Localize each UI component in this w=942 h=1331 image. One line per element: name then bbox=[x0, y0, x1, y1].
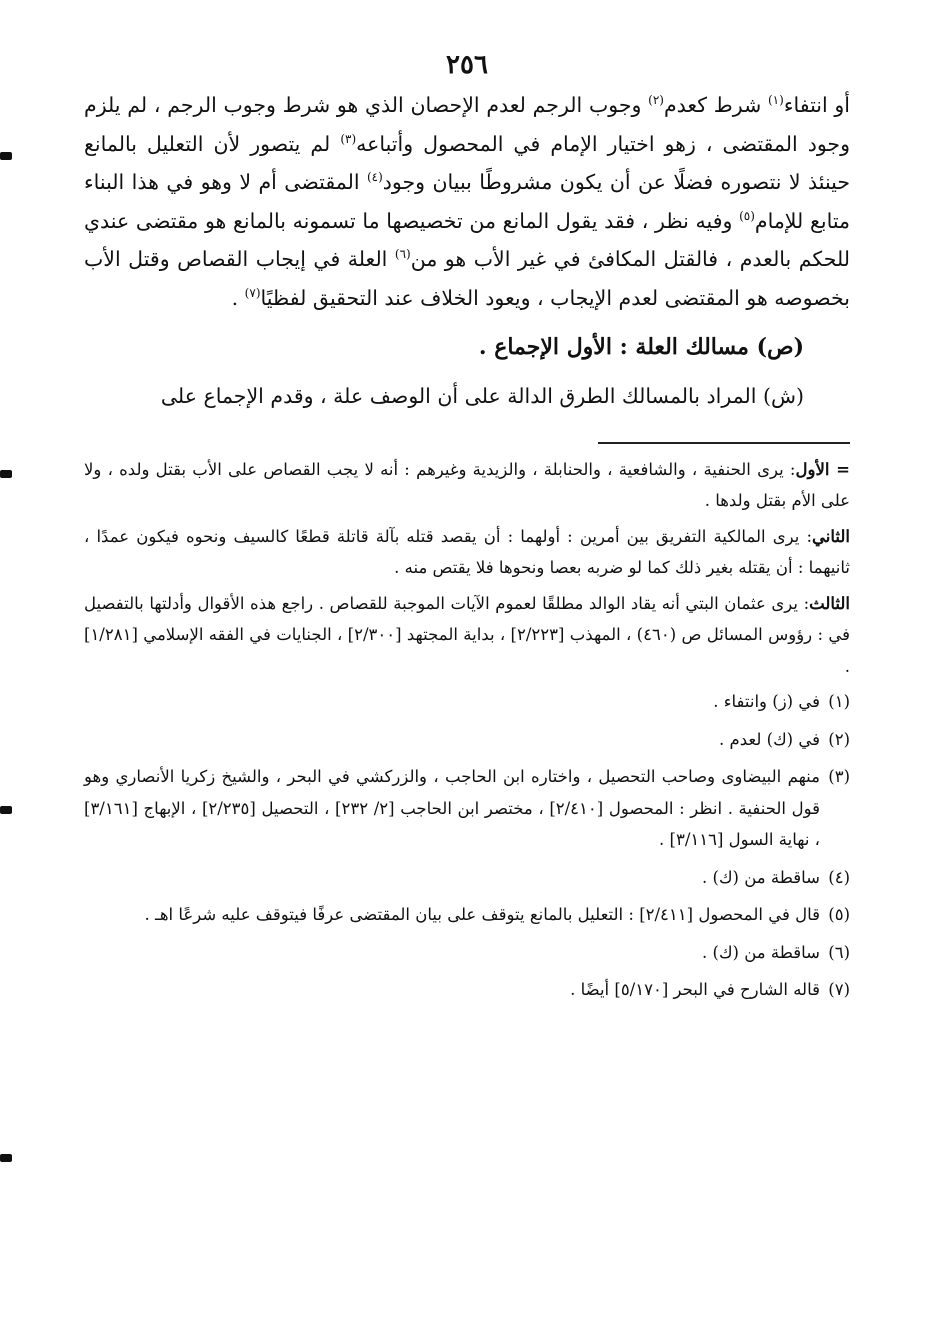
note-second-opinion bbox=[84, 521, 850, 584]
note-text: : يرى الحنفية ، والشافعية ، والحنابلة ، والزيدية وغيرهم : أنه لا يجب القصاص على الأب بقتل ولده ، ولا على الأم بقتل ولدها . bbox=[84, 459, 850, 510]
text-segment: . bbox=[231, 285, 245, 310]
footnote-ref-4[interactable]: (٤) bbox=[366, 170, 383, 185]
margin-mark bbox=[0, 1154, 12, 1162]
main-text bbox=[84, 86, 850, 416]
margin-mark bbox=[0, 806, 12, 814]
footnote-number: (٦) bbox=[828, 942, 850, 962]
footnote-2 bbox=[84, 724, 850, 756]
footnote-number: (٧) bbox=[828, 980, 850, 999]
note-text: : يرى عثمان البتي أنه يقاد الوالد مطلقًا لعموم الآيات الموجبة للقصاص . راجع هذه الأقوال وأدلتها بالتفصيل في : رؤوس المسائل ص (٤٦٠) ، المهذب [٢/٢٢٣] ، بداية المجتهد [٢/٣٠٠] ، الجنايات في الفقه الإسلامي [١/٢٨١] . bbox=[84, 593, 850, 676]
footnote-text: ساقطة من (ك) . bbox=[702, 942, 820, 962]
note-first-opinion bbox=[84, 454, 850, 517]
main-paragraph bbox=[84, 86, 850, 317]
note-lead: الثاني bbox=[812, 526, 850, 546]
text-segment: شرط كعدم bbox=[663, 93, 768, 117]
footnote-text: ساقطة من (ك) . bbox=[702, 867, 820, 887]
footnote-1 bbox=[84, 686, 850, 718]
commentary-paragraph: (ش) المراد بالمسالك الطرق الدالة على أن الوصف علة ، وقدم الإجماع على bbox=[160, 384, 804, 408]
footnote-number: (٥) bbox=[828, 905, 850, 924]
footnote-3 bbox=[84, 761, 850, 856]
footnote-divider bbox=[598, 442, 850, 444]
footnote-number: (٣) bbox=[828, 767, 850, 786]
page-number: ٢٥٦ bbox=[446, 50, 488, 80]
text-segment: أو انتفاء bbox=[783, 93, 850, 117]
footnote-text: قاله الشارح في البحر [٥/١٧٠] أيضًا . bbox=[570, 980, 820, 999]
note-third-opinion bbox=[84, 588, 850, 683]
text-segment: لم يتصور لأن التعليل بالمانع حينئذ لا نتصوره فضلًا عن أن يكون مشروطًا ببيان وجود bbox=[84, 131, 850, 194]
text-segment: وفيه نظر ، فقد يقول المانع من تخصيصها ما تسمونه بالمانع هو مقتضى عندي للحكم بالعدم ، فالقتل المكافئ في غير الأب هو من bbox=[84, 208, 850, 271]
footnote-text: قال في المحصول [٢/٤١١] : التعليل بالمانع يتوقف على بيان المقتضى عرفًا فيتوقف عليه شرعًا اهـ . bbox=[144, 905, 820, 924]
footnote-number: (٢) bbox=[828, 729, 850, 749]
section-heading: (ص) مسالك العلة : الأول الإجماع . bbox=[478, 334, 804, 360]
margin-mark bbox=[0, 470, 12, 478]
footnote-ref-1[interactable]: (١) bbox=[767, 93, 784, 108]
note-lead: الثالث bbox=[809, 593, 850, 613]
note-text: : يرى المالكية التفريق بين أمرين : أولهما : أن يقصد قتله بآلة قاتلة قطعًا كالسيف ونحوه فيكون عمدًا ، ثانيهما : أن يقتله بغير ذلك كما لو ضربه بعصا ونحوها فلا يقتص منه . bbox=[84, 526, 850, 577]
footnote-ref-5[interactable]: (٥) bbox=[739, 208, 755, 223]
book-page bbox=[84, 50, 850, 1012]
footnote-7 bbox=[84, 974, 850, 1006]
footnote-5 bbox=[84, 899, 850, 931]
footnote-number: (٤) bbox=[828, 867, 850, 887]
note-lead: = الأول bbox=[795, 459, 850, 479]
text-segment: المقتضى أم لا وهو في هذا البناء متابع للإمام bbox=[84, 170, 850, 233]
footnote-text: منهم البيضاوى وصاحب التحصيل ، واختاره ابن الحاجب ، والزركشي في البحر ، والشيخ زكريا الأنصاري وهو قول الحنفية . انظر : المحصول [٢/٤١٠] ، مختصر ابن الحاجب [٢/ ٢٣٢] ، التحصيل [٢/٢٣٥] ، الإبهاج [٣/١٦١] ، نهاية السول [٣/١١٦] . bbox=[84, 767, 820, 849]
footnote-ref-2[interactable]: (٢) bbox=[648, 93, 664, 108]
footnote-ref-6[interactable]: (٦) bbox=[394, 247, 411, 262]
footnote-ref-7[interactable]: (٧) bbox=[244, 285, 261, 300]
footnote-text: في (ز) وانتفاء . bbox=[713, 692, 820, 711]
footnote-number: (١) bbox=[828, 692, 850, 711]
footnote-6 bbox=[84, 937, 850, 969]
margin-mark bbox=[0, 152, 12, 160]
footnotes-section bbox=[84, 454, 850, 1006]
text-segment: العلة في إيجاب القصاص وقتل الأب بخصوصه هو المقتضى لعدم الإيجاب ، ويعود الخلاف عند التحقيق لفظيًا bbox=[84, 247, 850, 310]
footnote-ref-3[interactable]: (٣) bbox=[340, 131, 357, 146]
footnote-text: في (ك) لعدم . bbox=[719, 729, 820, 749]
text-segment: وجوب الرجم لعدم الإحصان الذي هو شرط وجوب الرجم ، لم يلزم وجود المقتضى ، زهو اختيار الإمام في المحصول وأتباعه bbox=[84, 93, 851, 156]
footnote-4 bbox=[84, 862, 850, 894]
